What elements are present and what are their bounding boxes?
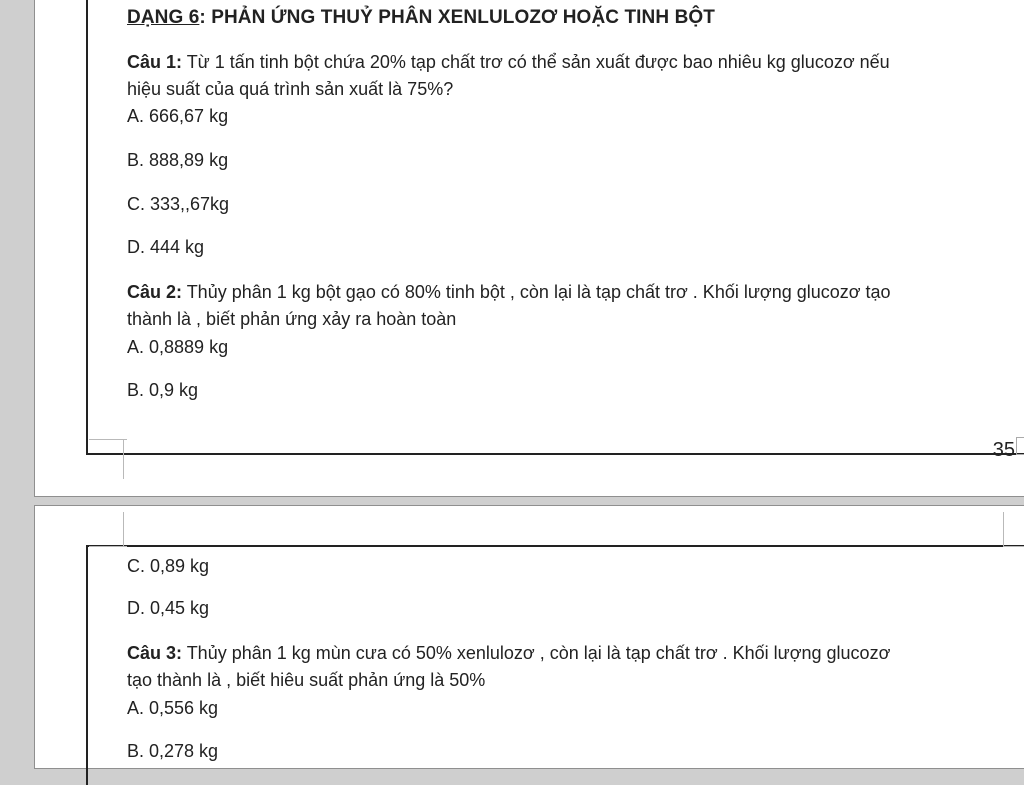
document-page-2 (34, 505, 1024, 769)
question-2-option-d: D. 0,45 kg (127, 598, 210, 618)
question-3-text: Thủy phân 1 kg mùn cưa có 50% xenlulozơ , còn lại là tạp chất trơ . Khối lượng glucozơ (182, 643, 891, 663)
section-heading (127, 6, 715, 29)
question-3-option-a: A. 0,556 kg (127, 698, 219, 718)
question-1-text: Từ 1 tấn tinh bột chứa 20% tạp chất trơ có thể sản xuất được bao nhiêu kg glucozơ nếu (182, 52, 890, 72)
question-2-text: Thủy phân 1 kg bột gạo có 80% tinh bột , còn lại là tạp chất trơ . Khối lượng glucozơ tạo (182, 282, 891, 302)
crop-mark (123, 512, 124, 546)
question-1-line-2: hiệu suất của quá trình sản xuất là 75%? (127, 79, 454, 99)
question-3-line-1 (127, 642, 890, 665)
question-1-option-c: C. 333,,67kg (127, 194, 230, 214)
section-heading-rest: : PHẢN ỨNG THUỶ PHÂN XENLULOZƠ HOẶC TINH BỘT (199, 7, 715, 28)
question-2-option-c: C. 0,89 kg (127, 556, 210, 576)
question-2-option-b: B. 0,9 kg (127, 380, 199, 400)
question-3-line-2: tạo thành là , biết hiêu suất phản ứng là 50% (127, 670, 486, 690)
section-heading-prefix: DẠNG 6 (127, 7, 200, 28)
question-2-label: Câu 2: (127, 282, 183, 302)
question-1-line-1 (127, 51, 890, 74)
question-1-option-a: A. 666,67 kg (127, 106, 229, 126)
crop-mark (1003, 512, 1004, 546)
page-frame-left (86, 0, 88, 454)
page-frame-top (86, 545, 1024, 547)
question-2-option-a: A. 0,8889 kg (127, 337, 229, 357)
question-3-option-b: B. 0,278 kg (127, 741, 219, 761)
crop-mark (89, 439, 127, 440)
crop-mark (123, 439, 124, 479)
page-number-box (1016, 437, 1024, 455)
crop-mark (1003, 546, 1024, 547)
page-number: 35 (992, 439, 1015, 461)
question-2-line-2: thành là , biết phản ứng xảy ra hoàn toàn (127, 309, 457, 329)
question-1-option-d: D. 444 kg (127, 237, 205, 257)
crop-mark (89, 546, 127, 547)
page-frame-left (86, 545, 88, 785)
page-frame-bottom (86, 453, 1024, 455)
question-1-label: Câu 1: (127, 52, 183, 72)
question-2-line-1 (127, 281, 891, 304)
question-3-label: Câu 3: (127, 643, 183, 663)
question-1-option-b: B. 888,89 kg (127, 150, 229, 170)
